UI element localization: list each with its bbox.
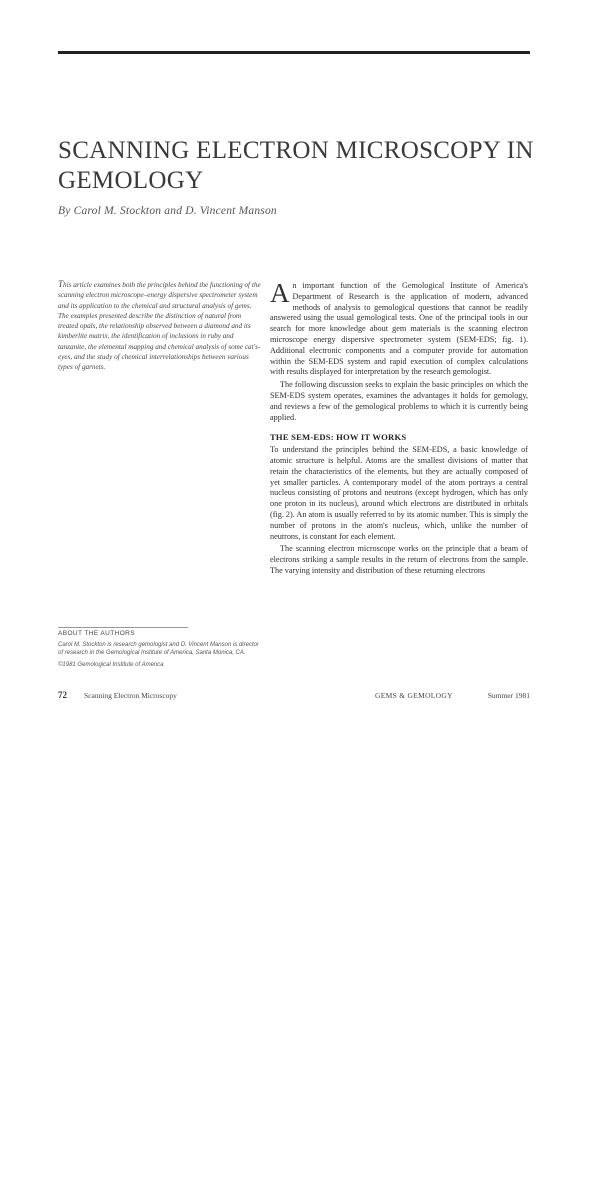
body-paragraph: An important function of the Gemological Institute of America's Department of Research is the application of modern, advanced methods of analysis to gemological questions that cannot be readily answered using the usual gemological tests. One of the principal tools in our search for more knowledge about gem materials is the scanning electron microscope energy dispersive spectrometer system (SEM-EDS; fig. 1). Additional electronic components and a computer provide for automation within the SEM-EDS system and rapid execution of complex calculations with results displayed for interpretation by the research gemologist. [270, 278, 528, 377]
about-heading: ABOUT THE AUTHORS [58, 627, 188, 637]
article-body [270, 278, 528, 579]
byline: By Carol M. Stockton and D. Vincent Manson [58, 205, 277, 217]
drop-cap: A [270, 278, 290, 308]
abstract [58, 279, 261, 373]
body-paragraph: To understand the principles behind the SEM-EDS, a basic knowledge of atomic structure is helpful. Atoms are the smallest divisions of matter that retain the characteristics of the elements, but they are actually composed of yet smaller particles. A contemporary model of the atom portrays a central nucleus consisting of protons and neutrons (except hydrogen, which has only one proton in its nucleus), around which electrons are distributed in orbitals (fig. 2). An atom is usually referred to by its atomic number. This is simply the number of protons in the atom's nucleus, which, unlike the number of neutrons, is constant for each element. [270, 445, 528, 541]
copyright-notice: ©1981 Gemological Institute of America [58, 662, 164, 668]
article-title: SCANNING ELECTRON MICROSCOPY IN GEMOLOGY [58, 137, 534, 194]
top-rule [58, 51, 530, 54]
about-the-authors [58, 627, 261, 673]
abstract-text: his article examines both the principles behind the functioning of the scanning electron microscope–energy dispersive spectrometer system and its application to the chemical and structural analysis of gems. The examples presented describe the distinction of natural from treated opals, the relationship observed between a diamond and its kimberlite matrix, the identification of inclusions in ruby and tanzanite, the elemental mapping and chemical analysis of some cat's-eyes, and the study of chemical interrelationships between various types of garnets. [58, 281, 261, 372]
page-number: 72 [58, 690, 67, 700]
section-heading: THE SEM-EDS: HOW IT WORKS [270, 432, 407, 443]
body-paragraph: The scanning electron microscope works on the principle that a beam of electrons striking a sample results in the return of electrons from the sample. The varying intensity and distribution of these returning electrons [270, 544, 528, 575]
author-bio: Carol M. Stockton is research gemologist and D. Vincent Manson is director of research in the Gemological Institute of America, Santa Monica, CA. [58, 642, 259, 656]
abstract-lead-letter: T [58, 279, 64, 289]
journal-name: GEMS & GEMOLOGY [375, 691, 453, 700]
body-paragraph: The following discussion seeks to explain the basic principles on which the SEM-EDS system operates, examines the advantages it holds for gemology, and reviews a few of the gemological problems to which it is currently being applied. [270, 380, 528, 422]
issue-date: Summer 1981 [487, 691, 530, 700]
running-title: Scanning Electron Microscopy [84, 691, 177, 700]
